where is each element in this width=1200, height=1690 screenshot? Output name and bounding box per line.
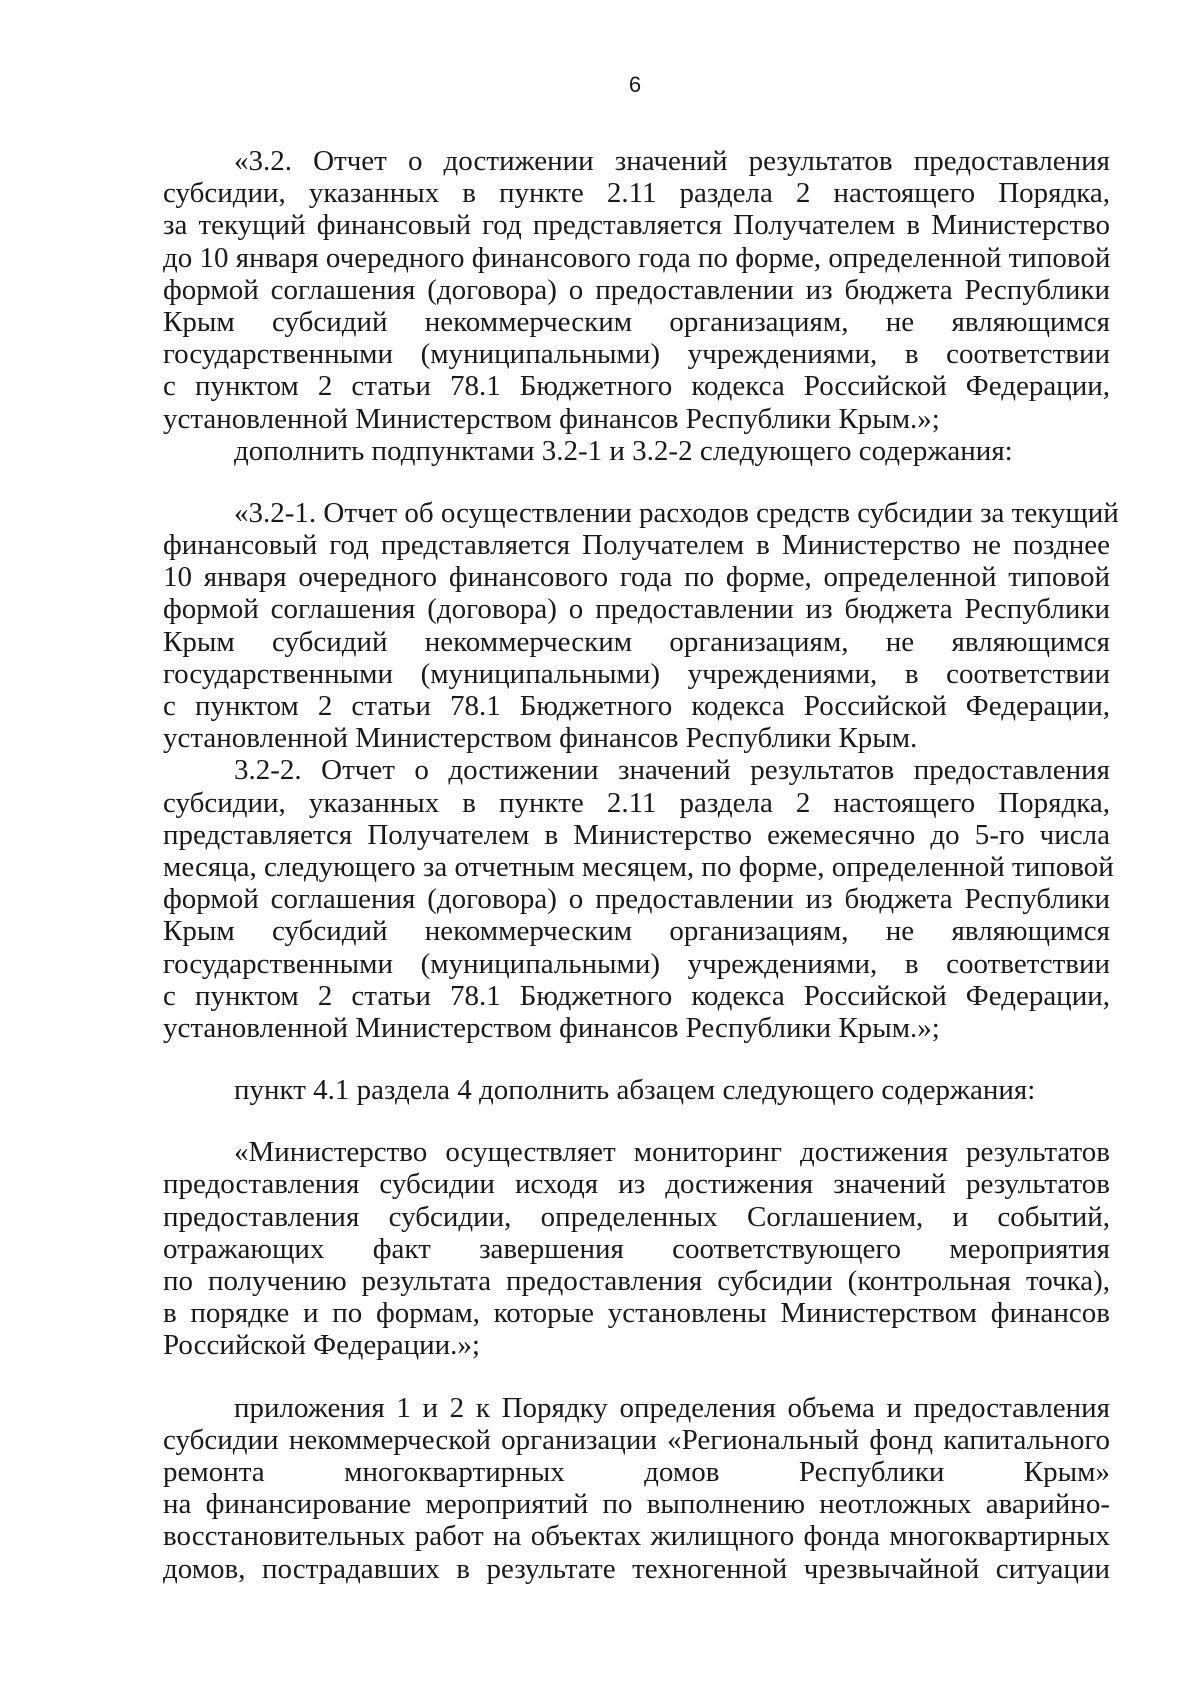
paragraph-4-1 <box>163 1074 1110 1106</box>
text-line: Крым субсидий некоммерческим организациям, не являющимся <box>163 915 1110 948</box>
text-line: с пунктом 2 статьи 78.1 Бюджетного кодекса Российской Федерации, <box>163 370 1110 403</box>
text-line: с пунктом 2 статьи 78.1 Бюджетного кодекса Российской Федерации, <box>163 690 1110 722</box>
text-line: предоставления субсидии, определенных Соглашением, и событий, <box>163 1200 1110 1233</box>
paragraph-amend-3-2 <box>163 435 1110 467</box>
text-line: формой соглашения (договора) о предоставлении из бюджета Республики <box>163 593 1110 626</box>
text-line: до 10 января очередного финансового года по форме, определенной типовой <box>163 241 1111 274</box>
text-line: государственными (муниципальными) учреждениями, в соответствии <box>163 338 1110 371</box>
text-line: на финансирование мероприятий по выполнению неотложных аварийно- <box>163 1488 1110 1521</box>
text-line: в порядке и по формам, которые установлены Министерством финансов <box>163 1297 1110 1330</box>
text-line: Российской Федерации.»; <box>163 1329 480 1362</box>
text-line: Крым субсидий некоммерческим организациям, не являющимся <box>163 625 1110 658</box>
text-line: месяца, следующего за отчетным месяцем, по форме, определенной типовой <box>163 850 1114 883</box>
text-line: представляется Получателем в Министерство ежемесячно до 5-го числа <box>163 818 1110 851</box>
paragraph-monitoring <box>163 1136 1110 1361</box>
text-line: 3.2-2. Отчет о достижении значений результатов предоставления <box>234 754 1110 787</box>
paragraph-3-2 <box>163 145 1110 435</box>
text-line: пункт 4.1 раздела 4 дополнить абзацем следующего содержания: <box>234 1074 1036 1107</box>
text-line: формой соглашения (договора) о предоставлении из бюджета Республики <box>163 883 1110 916</box>
text-line: субсидии некоммерческой организации «Региональный фонд капитального <box>163 1423 1110 1456</box>
text-line: «Министерство осуществляет мониторинг достижения результатов <box>234 1136 1110 1169</box>
text-line: «3.2. Отчет о достижении значений результатов предоставления <box>234 145 1110 177</box>
text-line: финансовый год представляется Получателем в Министерство не позднее <box>163 529 1110 562</box>
text-line: домов, пострадавших в результате техногенной чрезвычайной ситуации <box>163 1552 1110 1585</box>
text-line: установленной Министерством финансов Республики Крым. <box>163 722 918 755</box>
text-line: дополнить подпунктами 3.2-1 и 3.2-2 следующего содержания: <box>234 434 1013 467</box>
text-line: ремонта многоквартирных домов Республики Крым» <box>163 1455 1110 1488</box>
page-number: 6 <box>628 72 642 97</box>
text-line: за текущий финансовый год представляется Получателем в Министерство <box>163 209 1110 242</box>
text-line: государственными (муниципальными) учреждениями, в соответствии <box>163 947 1110 980</box>
text-line: субсидии, указанных в пункте 2.11 раздела 2 настоящего Порядка, <box>163 177 1110 210</box>
paragraph-appendices <box>163 1392 1110 1585</box>
text-line: формой соглашения (договора) о предоставлении из бюджета Республики <box>163 273 1110 306</box>
text-line: с пунктом 2 статьи 78.1 Бюджетного кодекса Российской Федерации, <box>163 979 1110 1012</box>
text-line: восстановительных работ на объектах жилищного фонда многоквартирных <box>163 1520 1110 1553</box>
text-line: государственными (муниципальными) учреждениями, в соответствии <box>163 657 1110 690</box>
paragraph-3-2-2 <box>163 754 1114 1044</box>
text-line: отражающих факт завершения соответствующего мероприятия <box>163 1232 1110 1265</box>
document-body <box>163 145 1119 1585</box>
paragraph-3-2-1 <box>163 496 1119 755</box>
text-line: Крым субсидий некоммерческим организациям, не являющимся <box>163 305 1110 338</box>
text-line: 10 января очередного финансового года по форме, определенной типовой <box>163 561 1110 594</box>
text-line: установленной Министерством финансов Республики Крым.»; <box>163 402 940 435</box>
text-line: «3.2-1. Отчет об осуществлении расходов средств субсидии за текущий <box>234 496 1119 529</box>
text-line: предоставления субсидии исходя из достижения значений результатов <box>163 1168 1110 1201</box>
text-line: установленной Министерством финансов Республики Крым.»; <box>163 1011 940 1044</box>
text-line: приложения 1 и 2 к Порядку определения объема и предоставления <box>234 1391 1110 1424</box>
text-line: субсидии, указанных в пункте 2.11 раздела 2 настоящего Порядка, <box>163 786 1110 819</box>
text-line: по получению результата предоставления субсидии (контрольная точка), <box>163 1265 1110 1297</box>
